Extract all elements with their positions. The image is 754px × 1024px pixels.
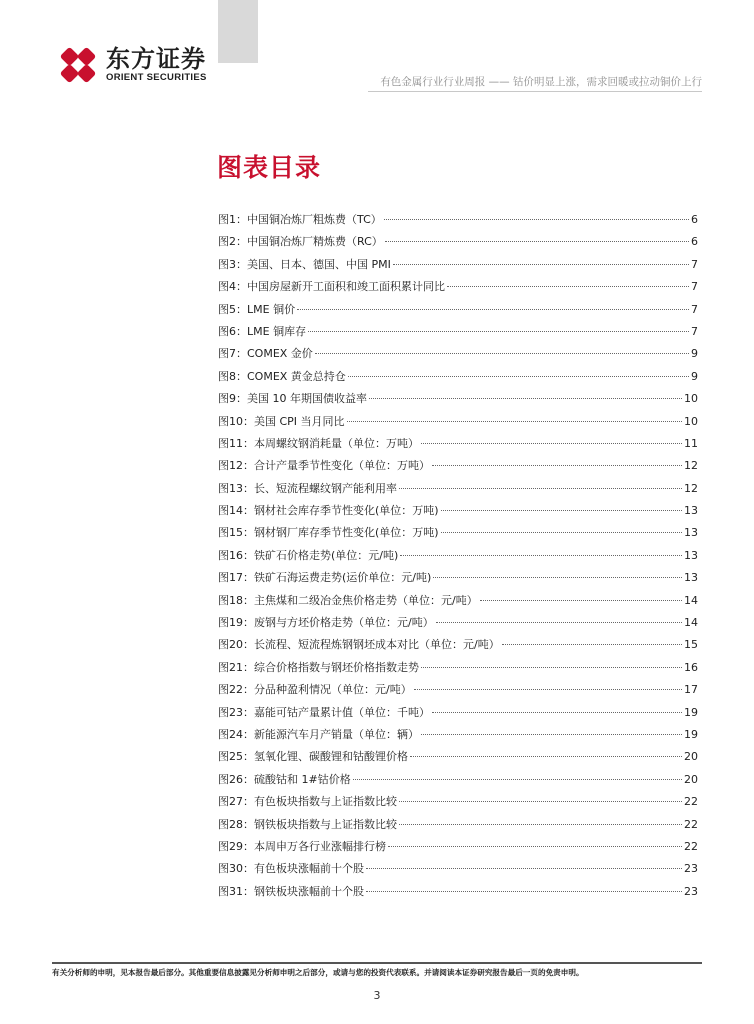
toc-entry-page: 19 [684,705,698,719]
report-title: 有色金属行业行业周报 —— 钴价明显上涨，需求回暖或拉动铜价上行 [380,76,702,88]
toc-entry-page: 7 [691,257,698,271]
toc-leader-dots [436,622,682,623]
toc-entry-label: 图6：LME 铜库存 [218,324,307,338]
toc-entry-page: 7 [691,302,698,316]
toc-leader-dots [441,532,682,533]
toc-entry[interactable] [218,480,698,502]
toc-leader-dots [366,891,682,892]
toc-entry-page: 20 [684,772,698,786]
toc-leader-dots [400,555,682,556]
header-divider [368,91,702,92]
toc-entry-label: 图13：长、短流程螺纹钢产能利用率 [218,481,397,495]
toc-leader-dots [384,219,689,220]
toc-entry-label: 图18：主焦煤和二级冶金焦价格走势（单位：元/吨） [218,593,478,607]
toc-entry[interactable] [218,704,698,726]
toc-entry-label: 图9：美国 10 年期国债收益率 [218,392,367,406]
toc-entry-page: 7 [691,324,698,338]
toc-leader-dots [348,376,689,377]
toc-entry-label: 图16：铁矿石价格走势(单位：元/吨) [218,548,399,562]
toc-entry-page: 6 [691,213,698,226]
toc-entry-page: 10 [684,414,698,428]
table-of-figures [218,211,698,905]
toc-entry-label: 图28：钢铁板块指数与上证指数比较 [218,817,397,831]
toc-entry-label: 图8：COMEX 黄金总持仓 [218,369,346,383]
toc-leader-dots [385,241,689,242]
toc-entry-label: 图11：本周螺纹钢消耗量（单位：万吨） [218,436,419,450]
toc-title: 图表目录 [217,153,322,182]
toc-leader-dots [399,801,682,802]
toc-entry-label: 图23：嘉能可钴产量累计值（单位：千吨） [218,705,430,719]
toc-leader-dots [447,286,689,287]
footer-disclaimer: 有关分析师的申明，见本报告最后部分。其他重要信息披露见分析师申明之后部分，或请与您的投资代表联系。并请阅读本证券研究报告最后一页的免责申明。 [52,968,584,977]
toc-leader-dots [353,779,682,780]
toc-entry-label: 图22：分品种盈利情况（单位：元/吨） [218,683,412,697]
toc-entry-label: 图25：氢氧化锂、碳酸锂和钴酸锂价格 [218,750,408,764]
toc-entry-page: 14 [684,616,698,630]
toc-entry[interactable] [218,524,698,546]
toc-entry-page: 17 [684,683,698,697]
toc-entry-label: 图14：钢材社会库存季节性变化(单位：万吨) [218,504,439,518]
orient-securities-logo-icon [56,43,100,87]
toc-leader-dots [399,824,682,825]
toc-entry-page: 12 [684,481,698,495]
toc-leader-dots [347,421,682,422]
toc-leader-dots [393,264,689,265]
toc-entry[interactable] [218,726,698,748]
toc-entry[interactable] [218,793,698,815]
toc-entry-label: 图12：合计产量季节性变化（单位：万吨） [218,459,430,473]
toc-entry-label: 图27：有色板块指数与上证指数比较 [218,795,397,809]
toc-entry[interactable] [218,838,698,860]
toc-entry-page: 7 [691,280,698,294]
toc-entry-page: 6 [691,235,698,249]
toc-leader-dots [369,398,682,399]
toc-entry[interactable] [218,323,698,345]
toc-entry-page: 10 [684,392,698,406]
toc-leader-dots [421,734,682,735]
toc-entry-label: 图10：美国 CPI 当月同比 [218,414,345,428]
toc-entry-page: 23 [684,862,698,876]
toc-entry-page: 16 [684,660,698,674]
toc-entry[interactable] [218,278,698,300]
toc-entry[interactable] [218,592,698,614]
toc-leader-dots [414,689,682,690]
toc-entry[interactable] [218,457,698,479]
toc-leader-dots [399,488,682,489]
logo-english-name: ORIENT SECURITIES [106,72,207,83]
toc-entry[interactable] [218,390,698,412]
toc-leader-dots [433,577,682,578]
toc-entry[interactable] [218,256,698,278]
toc-entry[interactable] [218,502,698,524]
toc-leader-dots [410,756,682,757]
toc-entry-label: 图15：钢材钢厂库存季节性变化(单位：万吨) [218,526,439,540]
toc-entry-page: 9 [691,347,698,361]
toc-entry-label: 图26：硫酸钴和 1#钴价格 [218,772,351,786]
toc-leader-dots [315,353,689,354]
toc-entry-label: 图1：中国铜冶炼厂粗炼费（TC） [218,213,382,226]
toc-leader-dots [388,846,682,847]
toc-entry[interactable] [218,883,698,905]
toc-entry-page: 11 [684,436,698,450]
toc-entry[interactable] [218,816,698,838]
header-decoration-block [218,0,258,63]
toc-entry-label: 图17：铁矿石海运费走势(运价单位：元/吨) [218,571,432,585]
toc-entry-label: 图7：COMEX 金价 [218,347,313,361]
toc-entry-page: 13 [684,548,698,562]
toc-entry-label: 图4：中国房屋新开工面积和竣工面积累计同比 [218,280,445,294]
toc-entry-label: 图2：中国铜冶炼厂精炼费（RC） [218,235,383,249]
toc-entry-label: 图24：新能源汽车月产销量（单位：辆） [218,727,419,741]
toc-entry[interactable] [218,547,698,569]
toc-entry-label: 图29：本周申万各行业涨幅排行榜 [218,839,386,853]
toc-entry[interactable] [218,860,698,882]
toc-entry-page: 13 [684,526,698,540]
toc-entry-page: 20 [684,750,698,764]
toc-entry-page: 22 [684,795,698,809]
toc-entry[interactable] [218,435,698,457]
toc-entry[interactable] [218,681,698,703]
toc-entry-page: 14 [684,593,698,607]
toc-leader-dots [366,868,682,869]
toc-entry-page: 23 [684,884,698,898]
toc-leader-dots [432,712,682,713]
toc-leader-dots [502,644,682,645]
toc-leader-dots [441,510,682,511]
page-number: 3 [373,989,381,1002]
toc-entry-page: 13 [684,571,698,585]
toc-entry-page: 22 [684,839,698,853]
toc-entry[interactable] [218,659,698,681]
toc-entry[interactable] [218,345,698,367]
toc-entry[interactable] [218,569,698,591]
toc-entry[interactable] [218,211,698,233]
toc-entry-page: 12 [684,459,698,473]
toc-entry[interactable] [218,368,698,390]
toc-entry[interactable] [218,748,698,770]
toc-leader-dots [308,331,689,332]
toc-entry[interactable] [218,771,698,793]
toc-leader-dots [432,465,682,466]
toc-entry-label: 图19：废钢与方坯价格走势（单位：元/吨） [218,616,434,630]
toc-entry-page: 9 [691,369,698,383]
footer-divider [52,962,702,964]
toc-entry-label: 图31：钢铁板块涨幅前十个股 [218,884,364,898]
toc-entry-page: 13 [684,504,698,518]
toc-entry[interactable] [218,301,698,323]
toc-entry-label: 图30：有色板块涨幅前十个股 [218,862,364,876]
toc-entry[interactable] [218,233,698,255]
toc-entry-page: 15 [684,638,698,652]
logo-chinese-name: 东方证券 [106,45,206,73]
toc-leader-dots [480,600,682,601]
toc-entry[interactable] [218,636,698,658]
toc-entry-page: 19 [684,727,698,741]
toc-entry-page: 22 [684,817,698,831]
company-logo [56,43,207,87]
toc-entry-label: 图21：综合价格指数与钢坯价格指数走势 [218,660,419,674]
toc-leader-dots [421,443,682,444]
toc-entry-label: 图20：长流程、短流程炼钢钢坯成本对比（单位：元/吨） [218,638,500,652]
toc-leader-dots [421,667,682,668]
toc-entry[interactable] [218,614,698,636]
toc-entry-label: 图5：LME 铜价 [218,302,296,316]
toc-leader-dots [297,309,689,310]
toc-entry-label: 图3：美国、日本、德国、中国 PMI [218,257,391,271]
toc-entry[interactable] [218,413,698,435]
